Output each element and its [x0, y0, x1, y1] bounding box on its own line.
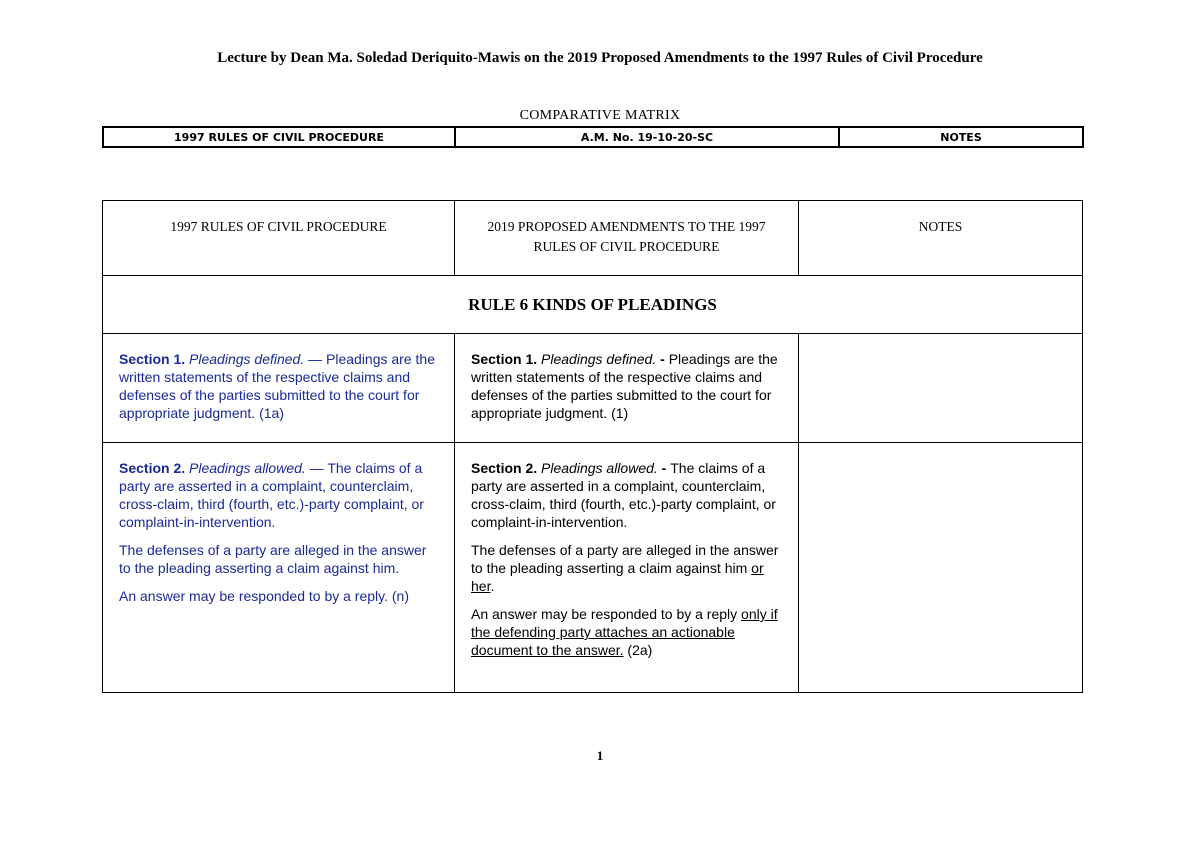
- matrix-header-table: [102, 126, 1084, 148]
- amendment-plain-text: .: [490, 578, 495, 594]
- section-number: Section 2.: [471, 460, 538, 476]
- section-body: The claims of a party are asserted in a complaint, counterclaim, cross-claim, third (fourth, etc.)-party complaint, or complaint-in-intervention.: [119, 460, 424, 530]
- section-body: Pleadings are the written statements of the respective claims and defenses of the parties submitted to the court for appropriate judgment. (1): [471, 351, 778, 421]
- header-col-notes: NOTES: [839, 127, 1083, 147]
- amendment-underlined-text: only if the defending party attaches an actionable document to the answer.: [471, 606, 778, 658]
- section-number: Section 2.: [119, 460, 186, 476]
- old-section-2-defenses: The defenses of a party are alleged in the answer to the pleading asserting a claim against him.: [119, 542, 427, 576]
- new-rule-cell: [455, 334, 799, 443]
- new-rule-cell: [455, 443, 799, 693]
- new-section-2-defenses: [471, 541, 784, 595]
- new-section-2-reply: [471, 605, 784, 659]
- notes-cell: [799, 334, 1083, 443]
- comparison-table: [102, 200, 1083, 693]
- header-col-1997-rules: 1997 RULES OF CIVIL PROCEDURE: [103, 127, 455, 147]
- amendment-underlined-text: or her: [471, 560, 764, 594]
- column-heading-proposed-amendments: 2019 PROPOSED AMENDMENTS TO THE 1997 RULES OF CIVIL PROCEDURE: [455, 201, 799, 276]
- section-dash: —: [304, 351, 327, 367]
- section-title: Pleadings defined.: [189, 351, 305, 367]
- column-heading-notes: NOTES: [799, 201, 1083, 276]
- column-heading-old-rules: 1997 RULES OF CIVIL PROCEDURE: [103, 201, 455, 276]
- section-title: Pleadings allowed.: [189, 460, 306, 476]
- old-rule-cell: [103, 443, 455, 693]
- old-section-2-text: [119, 459, 440, 531]
- header-col-am-no: A.M. No. 19-10-20-SC: [455, 127, 839, 147]
- page-number: 1: [596, 748, 604, 763]
- section-title: Pleadings defined.: [541, 351, 657, 367]
- rule-heading: RULE 6 KINDS OF PLEADINGS: [103, 276, 1083, 334]
- section-dash: -: [656, 351, 669, 367]
- section-body: The claims of a party are asserted in a complaint, counterclaim, cross-claim, third (fourth, etc.)-party complaint, or complaint-in-intervention.: [471, 460, 776, 530]
- old-section-2-reply: An answer may be responded to by a reply. (n): [119, 588, 410, 604]
- notes-cell: [799, 443, 1083, 693]
- table-row: [103, 443, 1083, 693]
- old-section-1-text: [119, 350, 440, 422]
- section-title: Pleadings allowed.: [541, 460, 658, 476]
- amendment-plain-text: An answer may be responded to by a reply: [471, 606, 742, 622]
- new-section-2-text: [471, 459, 784, 531]
- old-rule-cell: [103, 334, 455, 443]
- amendment-plain-text: (2a): [623, 642, 653, 658]
- section-number: Section 1.: [471, 351, 538, 367]
- new-section-1-text: [471, 350, 784, 422]
- amendment-plain-text: The defenses of a party are alleged in the answer to the pleading asserting a claim against him: [471, 542, 779, 576]
- section-dash: —: [305, 460, 328, 476]
- section-dash: -: [657, 460, 671, 476]
- table-row: [103, 334, 1083, 443]
- matrix-caption: COMPARATIVE MATRIX: [519, 108, 681, 123]
- section-body: Pleadings are the written statements of the respective claims and defenses of the parties submitted to the court for appropriate judgment. (1a): [119, 351, 435, 421]
- document-header-title: Lecture by Dean Ma. Soledad Deriquito-Mawis on the 2019 Proposed Amendments to the 1997 Rules of Civil Procedure: [217, 50, 983, 66]
- section-number: Section 1.: [119, 351, 186, 367]
